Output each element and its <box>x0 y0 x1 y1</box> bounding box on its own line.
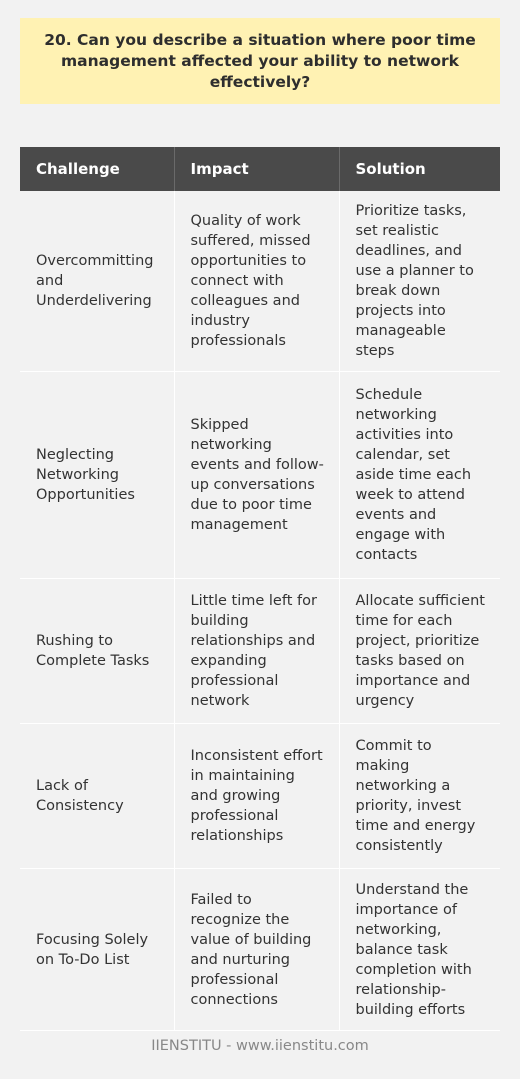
page-title: 20. Can you describe a situation where poor time management affected your ability to network effectively? <box>44 30 476 91</box>
cell-solution: Understand the importance of networking, balance task completion with relationship-building efforts <box>339 869 500 1031</box>
title-banner <box>20 18 500 104</box>
cell-challenge: Overcommitting and Underdelivering <box>20 191 174 372</box>
cell-challenge: Lack of Consistency <box>20 724 174 869</box>
cell-impact: Little time left for building relationships and expanding professional network <box>174 579 339 724</box>
cell-impact: Skipped networking events and follow-up conversations due to poor time management <box>174 372 339 579</box>
cell-impact: Failed to recognize the value of building and nurturing professional connections <box>174 869 339 1031</box>
footer-credit: IIENSTITU - www.iienstitu.com <box>151 1038 369 1054</box>
table-row <box>20 869 500 1031</box>
table-row <box>20 724 500 869</box>
cell-solution: Allocate sufficient time for each project, prioritize tasks based on importance and urgency <box>339 579 500 724</box>
header-impact: Impact <box>174 147 339 191</box>
header-solution: Solution <box>339 147 500 191</box>
cell-impact: Quality of work suffered, missed opportunities to connect with colleagues and industry professionals <box>174 191 339 372</box>
cell-solution: Prioritize tasks, set realistic deadlines, and use a planner to break down projects into manageable steps <box>339 191 500 372</box>
table-row <box>20 579 500 724</box>
header-challenge: Challenge <box>20 147 174 191</box>
cell-impact: Inconsistent effort in maintaining and growing professional relationships <box>174 724 339 869</box>
cell-challenge: Focusing Solely on To-Do List <box>20 869 174 1031</box>
cell-solution: Schedule networking activities into calendar, set aside time each week to attend events and engage with contacts <box>339 372 500 579</box>
table-row <box>20 372 500 579</box>
cell-challenge: Rushing to Complete Tasks <box>20 579 174 724</box>
challenge-table <box>20 147 500 1031</box>
table-row <box>20 191 500 372</box>
table-header-row <box>20 147 500 191</box>
cell-challenge: Neglecting Networking Opportunities <box>20 372 174 579</box>
cell-solution: Commit to making networking a priority, invest time and energy consistently <box>339 724 500 869</box>
